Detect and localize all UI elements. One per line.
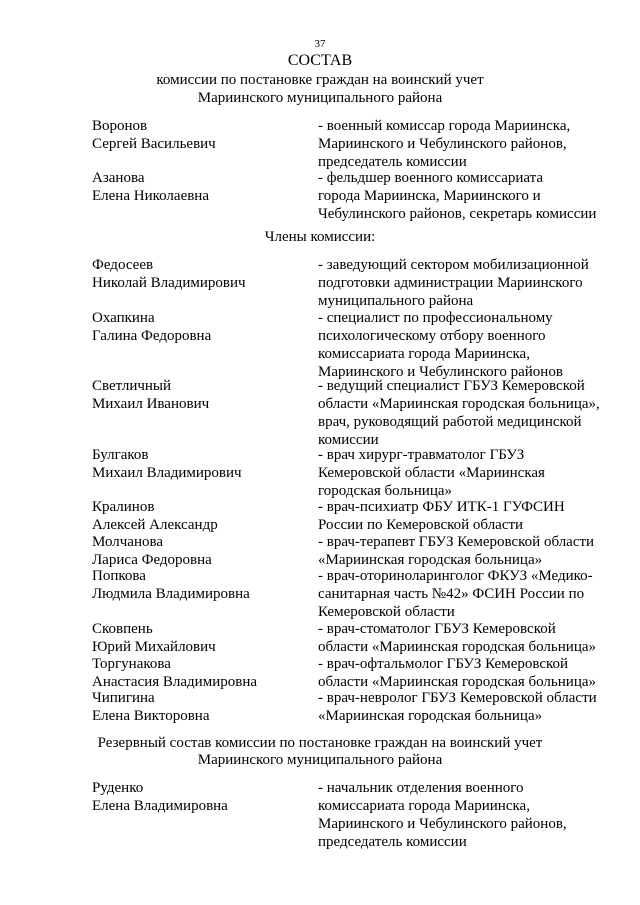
role-line: председатель комиссии [318,834,467,850]
person-surname: Азанова [92,170,145,186]
role-line: комиссариата города Мариинска, [318,346,530,362]
role-line: - врач-стоматолог ГБУЗ Кемеровской [318,621,556,637]
role-line: Мариинского и Чебулинского районов, [318,136,567,152]
person-role [318,169,618,223]
person-surname: Светличный [92,378,172,394]
person-surname: Охапкина [92,310,155,326]
person-role [318,498,618,534]
person-role [318,446,618,500]
role-line: - врач-оториноларинголог ФКУЗ «Медико- [318,568,593,584]
role-line: - заведующий сектором мобилизационной [318,257,589,273]
role-line: - начальник отделения военного [318,780,524,796]
person-name [92,533,302,569]
role-line: муниципального района [318,293,474,309]
person-surname: Федосеев [92,257,154,273]
person-given-name: Елена Николаевна [92,188,209,204]
person-given-name: Анастасия Владимировна [92,674,257,690]
role-line: комиссариата города Мариинска, [318,798,530,814]
person-name [92,779,302,815]
person-role [318,689,618,725]
person-name [92,689,302,725]
person-surname: Попкова [92,568,146,584]
role-line: Чебулинского районов, секретарь комиссии [318,206,597,222]
person-role [318,377,618,449]
person-role [318,779,618,851]
person-given-name: Елена Владимировна [92,798,228,814]
person-name [92,377,302,413]
person-given-name: Михаил Иванович [92,396,210,412]
person-name [92,169,302,205]
reserve-heading-line-1: Резервный состав комиссии по постановке граждан на воинский учет [97,735,543,751]
role-line: области «Мариинская городская больница» [318,639,596,655]
person-name [92,117,302,153]
page-number: 37 [314,38,326,50]
person-surname: Молчанова [92,534,164,550]
role-line: Мариинского и Чебулинского районов, [318,816,567,832]
person-role [318,117,618,171]
role-line: - врач-психиатр ФБУ ИТК-1 ГУФСИН [318,499,565,515]
role-line: подготовки администрации Мариинского [318,275,583,291]
role-line: - врач-невролог ГБУЗ Кемеровской области [318,690,597,706]
person-name [92,446,302,482]
role-line: городская больница» [318,483,453,499]
person-given-name: Елена Викторовна [92,708,210,724]
role-line: Кемеровской области «Мариинская [318,465,545,481]
person-name [92,309,302,345]
role-line: врач, руководящий работой медицинской [318,414,582,430]
role-line: Мариинского и Чебулинского районов [318,364,563,380]
role-line: России по Кемеровской области [318,517,524,533]
role-line: области «Мариинская городская больница» [318,674,596,690]
person-name [92,567,302,603]
person-given-name: Николай Владимирович [92,275,246,291]
person-role [318,309,618,381]
person-surname: Булгаков [92,447,149,463]
role-line: - ведущий специалист ГБУЗ Кемеровской [318,378,585,394]
person-given-name: Галина Федоровна [92,328,212,344]
role-line: города Мариинска, Мариинского и [318,188,541,204]
person-name [92,256,302,292]
person-surname: Торгунакова [92,656,171,672]
document-subtitle-line-2: Мариинского муниципального района [197,90,443,106]
person-given-name: Людмила Владимировна [92,586,250,602]
person-role [318,533,618,569]
person-role [318,655,618,691]
role-line: области «Мариинская городская больница», [318,396,600,412]
person-role [318,256,618,310]
role-line: Кемеровской области [318,604,455,620]
person-given-name: Юрий Михайлович [92,639,216,655]
person-surname: Воронов [92,118,148,134]
role-line: - врач-терапевт ГБУЗ Кемеровской области [318,534,595,550]
members-heading: Члены комиссии: [264,229,376,245]
person-given-name: Алексей Александр [92,517,218,533]
person-role [318,620,618,656]
person-given-name: Сергей Васильевич [92,136,216,152]
person-surname: Руденко [92,780,144,796]
role-line: - специалист по профессиональному [318,310,553,326]
role-line: санитарная часть №42» ФСИН России по [318,586,585,602]
role-line: «Мариинская городская больница» [318,552,543,568]
document-title: СОСТАВ [287,52,353,69]
person-role [318,567,618,621]
role-line: председатель комиссии [318,154,467,170]
person-name [92,498,302,534]
document-subtitle-line-1: комиссии по постановке граждан на воинский учет [156,72,484,88]
role-line: - фельдшер военного комиссариата [318,170,544,186]
role-line: - врач хирург-травматолог ГБУЗ [318,447,525,463]
person-surname: Чипигина [92,690,155,706]
person-name [92,655,302,691]
person-surname: Кралинов [92,499,155,515]
role-line: комиссии [318,432,379,448]
person-surname: Сковпень [92,621,153,637]
person-given-name: Михаил Владимирович [92,465,242,481]
person-given-name: Лариса Федоровна [92,552,212,568]
role-line: «Мариинская городская больница» [318,708,543,724]
reserve-heading-line-2: Мариинского муниципального района [197,752,443,768]
role-line: психологическому отбору военного [318,328,546,344]
person-name [92,620,302,656]
role-line: - врач-офтальмолог ГБУЗ Кемеровской [318,656,569,672]
role-line: - военный комиссар города Мариинска, [318,118,571,134]
